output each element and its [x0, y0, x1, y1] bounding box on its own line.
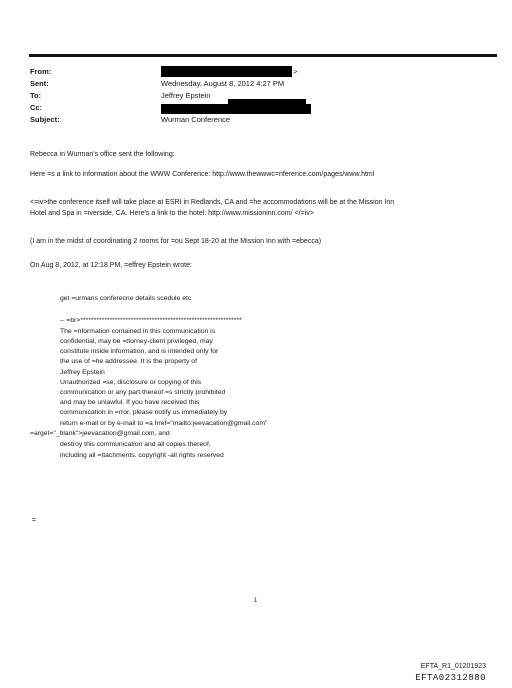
- disclaimer-line: confidential, may be =ttorney-client privileged, may: [60, 338, 213, 345]
- disclaimer-line: communication in =rror, please notify us immediately by: [60, 409, 228, 416]
- disclaimer-line: the use of =he addressee. It is the property of: [60, 358, 197, 365]
- equals-mark: =: [32, 517, 37, 524]
- from-label: From:: [30, 67, 52, 76]
- to-value: Jeffrey Epstein: [161, 91, 211, 100]
- body-line-5: On Aug 8, 2012, at 12:18 PM, =effrey Epstein wrote:: [30, 262, 192, 269]
- quoted-request: get =urmans conferecne details scedule etc: [60, 295, 192, 302]
- body-line-3b: Hotel and Spa in =iverside, CA. Here's a link to the hotel: http://www.missioninn.com/ </=iv>: [30, 210, 314, 217]
- disclaimer-line: including all =ttachments. copyright -all rights reserved: [60, 452, 224, 459]
- disclaimer-line: communication or any part thereof =s strictly prohibited: [60, 389, 226, 396]
- disclaimer-line: destroy this communication and all copies thereof,: [60, 441, 211, 448]
- sent-label: Sent:: [30, 79, 49, 88]
- disclaimer-line: return e-mail or by e-mail to =a href="mailto:jeevacation@gmail.com": [60, 420, 268, 427]
- disclaimer-line: Jeffrey Epstein: [60, 369, 105, 376]
- body-line-2: Here =s a link to information about the WWW Conference: http://www.thewwwc=nference.com/pages/www.html: [30, 171, 375, 178]
- cc-redaction: [161, 104, 311, 114]
- cc-label: Cc:: [30, 103, 43, 112]
- footer-id-1: EFTA_R1_01201923: [420, 663, 486, 670]
- subject-value: Wurman Conference: [161, 115, 231, 124]
- footer-id-2: EFTA02312880: [415, 673, 486, 683]
- to-label: To:: [30, 91, 42, 100]
- subject-label: Subject:: [30, 115, 60, 124]
- body-line-1: Rebecca in Wurman's office sent the following:: [30, 151, 175, 158]
- quoted-separator: -- =br>*************************************************************: [60, 317, 242, 324]
- from-redaction: [161, 66, 292, 77]
- disclaimer-line: The =nformation contained in this communication is: [60, 328, 216, 335]
- body-line-3a: <=iv>the conference itself will take place at ESRI in Redlands, CA and =he accommodations will be at the Mission Inn: [30, 199, 395, 206]
- body-line-4: (I am in the midst of coordinating 2 rooms for =ou Sept 18-20 at the Mission Inn with =ebecca): [30, 238, 322, 245]
- disclaimer-line: and may be unlawful. If you have received this: [60, 399, 200, 406]
- header-rule: [29, 54, 497, 57]
- sent-value: Wednesday, August 8, 2012 4:27 PM: [161, 79, 285, 88]
- page-number: 1: [254, 598, 258, 604]
- disclaimer-line: Unauthorized =se, disclosure or copying of this: [60, 379, 202, 386]
- disclaimer-line: =arget="_blank">jeevacation@gmail.com, and: [30, 430, 170, 437]
- from-tail: >: [293, 67, 298, 76]
- disclaimer-line: constitute inside information, and is intended only for: [60, 348, 219, 355]
